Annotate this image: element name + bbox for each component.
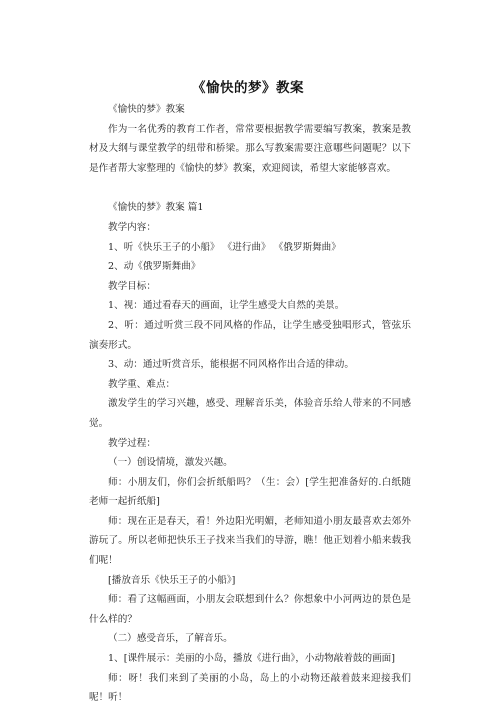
body-line: 师：现在正是春天，看！外边阳光明媚，老师知道小朋友最喜欢去郊外游玩了。所以老师把快乐王子找来当我们的导游，瞧！他正划着小船来载我们呢！ <box>89 515 411 567</box>
body-line: 3、动：通过听赏音乐，能根据不同风格作出合适的律动。 <box>108 359 354 371</box>
body-line: 师：小朋友们，你们会折纸船吗？（生：会）[学生把准备好的.白纸随老师一起折纸船] <box>89 476 411 508</box>
body-line: 教学内容： <box>108 221 156 233</box>
body-line: 1、听《快乐王子的小船》 《进行曲》 《俄罗斯舞曲》 <box>108 241 341 253</box>
body-line: 教学过程： <box>108 437 156 449</box>
intro-paragraph: 作为一名优秀的教育工作者，常常要根据教学需要编写教案，教案是教材及大纲与课堂教学的纽带和桥梁。那么写教案需要注意哪些问题呢？以下是作者帮大家整理的《愉快的梦》教案，欢迎阅读，希望大家能够喜欢。 <box>89 123 411 174</box>
body-line: （二）感受音乐，了解音乐。 <box>108 633 233 645</box>
intro-subtitle: 《愉快的梦》教案 <box>108 104 185 115</box>
body-line: [播放音乐《快乐王子的小船》] <box>108 574 236 586</box>
body-line: （一）创设情境，激发兴趣。 <box>108 457 233 469</box>
body-line: 1、视：通过看春天的画面，让学生感受大自然的美景。 <box>108 300 345 312</box>
document-body <box>89 100 411 708</box>
body-line: 2、听：通过听赏三段不同风格的作品，让学生感受独唱形式，管弦乐演奏形式。 <box>89 319 411 351</box>
body-line: 激发学生的学习兴趣，感受、理解音乐美，体验音乐给人带来的不同感觉。 <box>89 398 411 429</box>
section-spacer <box>89 178 411 198</box>
body-line: 师：呀！我们来到了美丽的小岛，岛上的小动物还敲着鼓来迎接我们呢！听！ <box>89 672 411 704</box>
body-line: 教学重、难点： <box>108 378 176 390</box>
body-line: 教学目标： <box>108 280 156 292</box>
document-title: 《愉快的梦》教案 <box>192 80 304 96</box>
section-heading: 《愉快的梦》教案 篇1 <box>108 202 204 214</box>
body-line: 1、[课件展示：美丽的小岛，播放《进行曲》，小动物敲着鼓的画面] <box>108 653 396 665</box>
body-line: 师：看了这幅画面，小朋友会联想到什么？你想象中小河两边的景色是什么样的？ <box>89 594 411 625</box>
body-line: 2、动《俄罗斯舞曲》 <box>108 261 201 273</box>
